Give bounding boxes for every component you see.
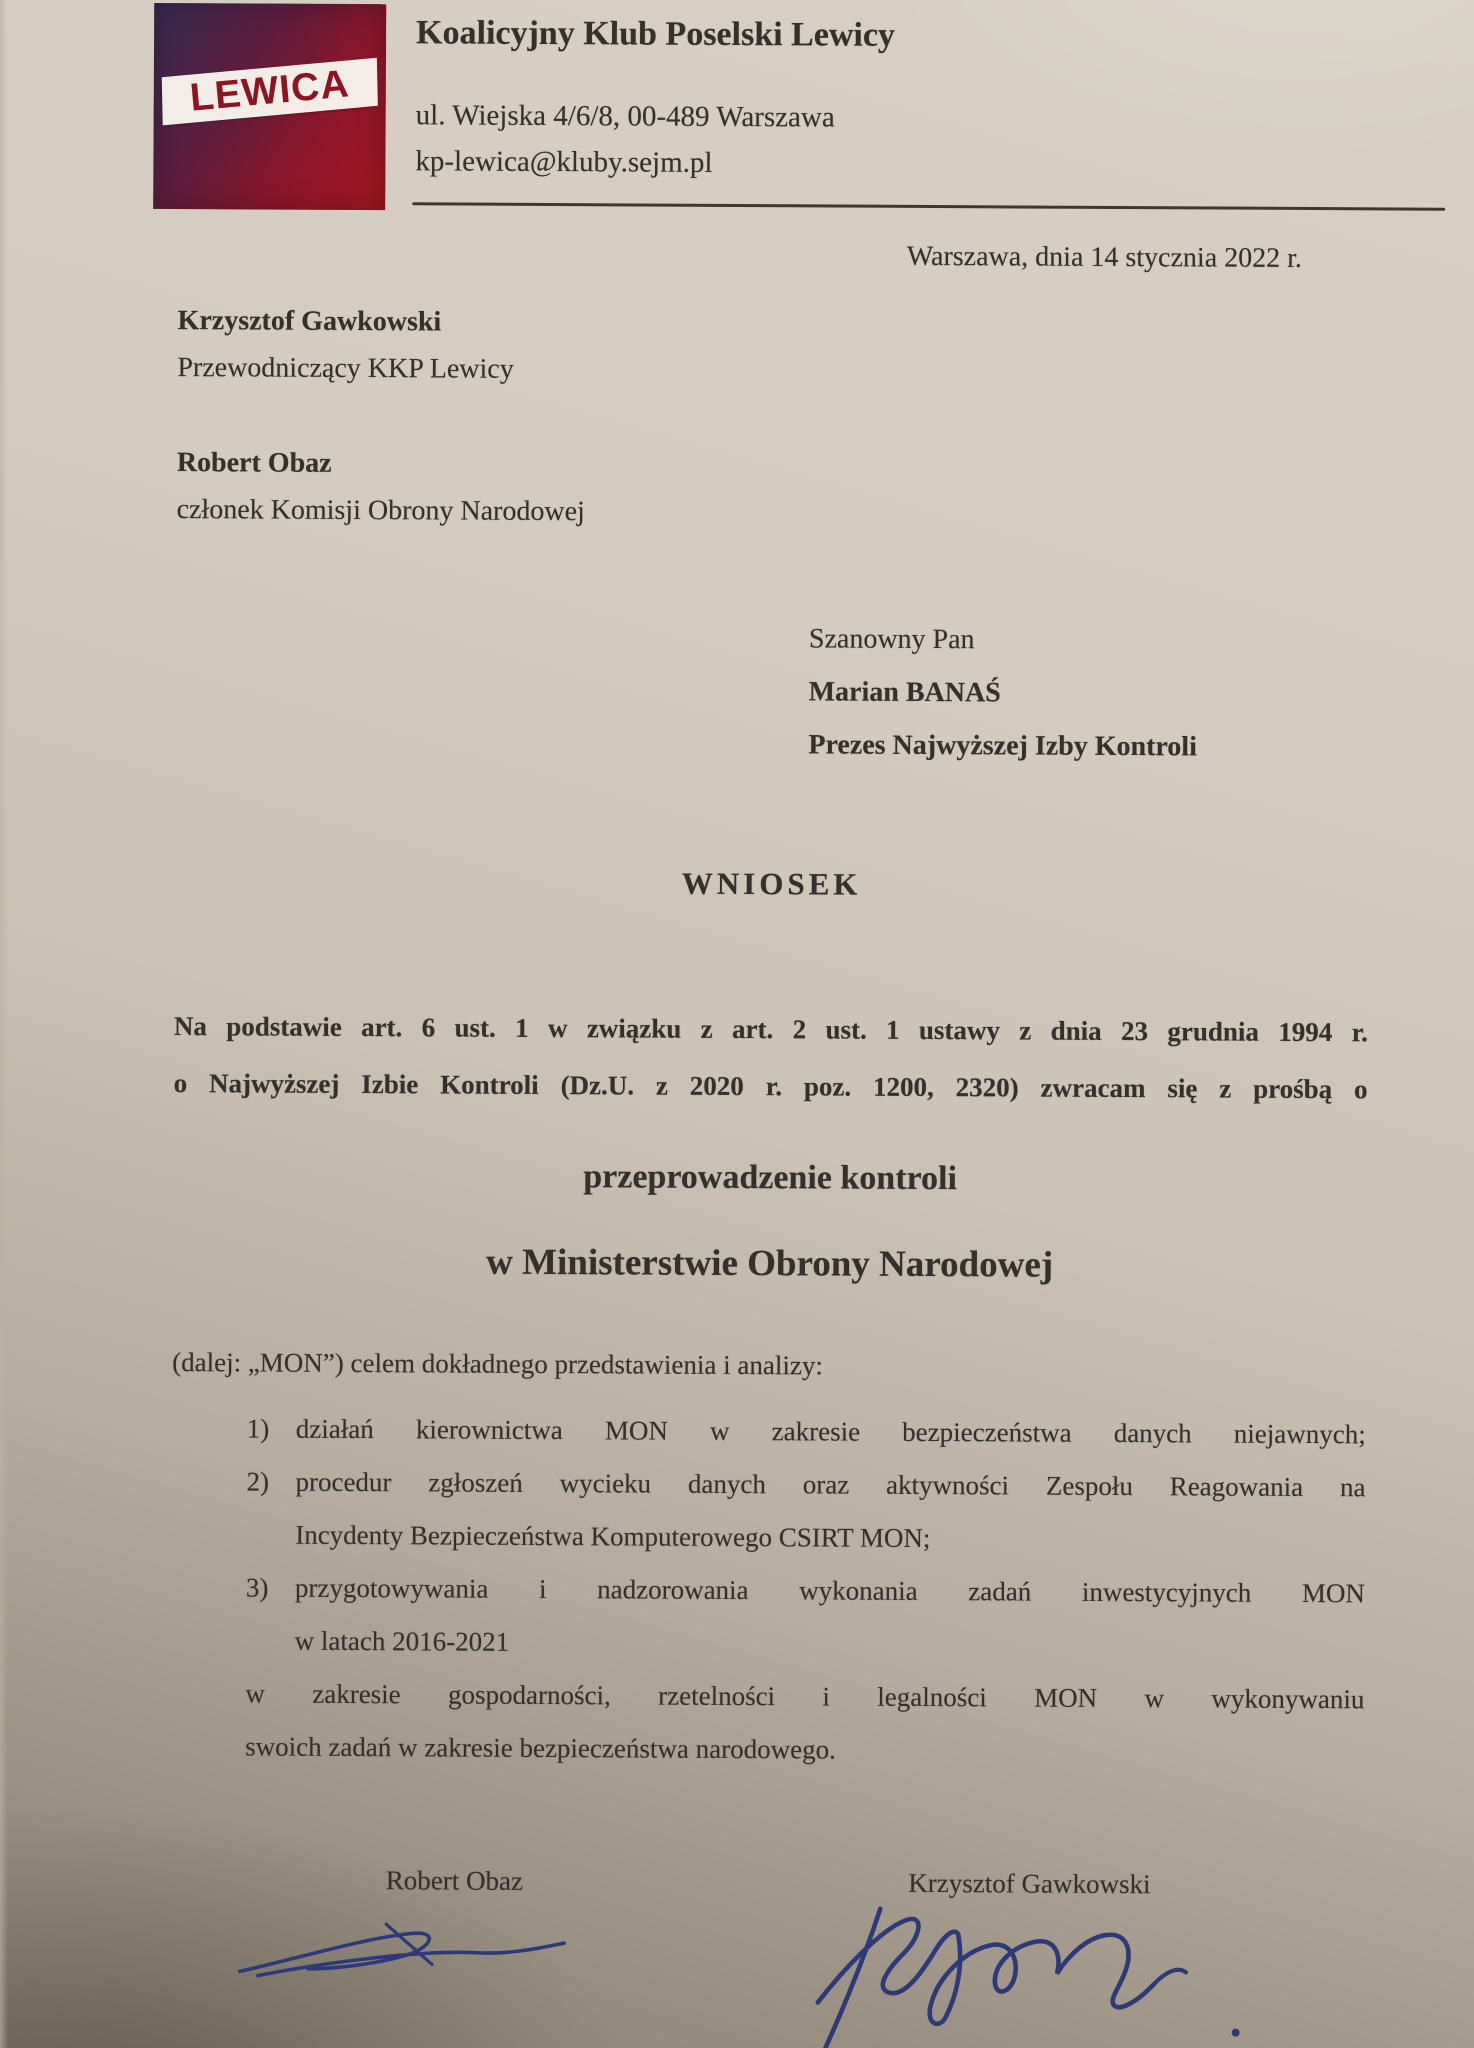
closing-line: w zakresie gospodarności, rzetelności i legalności MON w wykonywaniu xyxy=(245,1678,1365,1715)
letterhead xyxy=(415,10,895,187)
sender-role: członek Komisji Obrony Narodowej xyxy=(176,494,585,528)
letter-body xyxy=(168,297,1371,2048)
recipient-block xyxy=(808,612,1370,774)
list-item-line: Incydenty Bezpieczeństwa Komputerowego CSIRT MON; xyxy=(295,1519,931,1554)
signature-block-gawkowski xyxy=(793,1864,1264,2048)
signature-name: Robert Obaz xyxy=(385,1865,524,1896)
request-list xyxy=(171,1402,1366,1673)
list-item-line: procedur zgłoszeń wycieku danych oraz aktywności Zespołu Reagowania na xyxy=(295,1466,1366,1503)
sender-role: Przewodniczący KKP Lewicy xyxy=(177,352,514,385)
closing-paragraph xyxy=(245,1667,1365,1779)
scope-intro: (dalej: „MON”) celem dokładnego przedstawienia i analizy: xyxy=(172,1347,823,1381)
legal-basis-line: Na podstawie art. 6 ust. 1 w związku z art. 2 ust. 1 ustawy z dnia 23 grudnia 1994 r. xyxy=(173,1011,1368,1048)
request-heading-line1: przeprowadzenie kontroli xyxy=(583,1158,958,1198)
document-title: WNIOSEK xyxy=(681,865,862,902)
list-item-number: 3) xyxy=(245,1572,269,1603)
list-item-number: 1) xyxy=(246,1413,270,1444)
letterhead-rule xyxy=(412,202,1445,210)
list-item-line: działań kierownictwa MON w zakresie bezpieczeństwa danych niejawnych; xyxy=(295,1413,1366,1450)
lewica-logo-text: LEWICA xyxy=(188,62,352,120)
sender-block-obaz xyxy=(176,439,1370,539)
sender-name: Robert Obaz xyxy=(176,447,332,479)
list-item-text xyxy=(295,1562,1366,1674)
sender-name: Krzysztof Gawkowski xyxy=(177,305,442,338)
signature-area xyxy=(168,1861,1363,2048)
list-item-number: 2) xyxy=(246,1466,270,1497)
recipient-title: Prezes Najwyższej Izby Kontroli xyxy=(808,729,1197,763)
list-item-1 xyxy=(172,1402,1366,1461)
org-name: Koalicyjny Klub Poselski Lewicy xyxy=(416,14,896,54)
legal-basis-line: o Najwyższej Izbie Kontroli (Dz.U. z 2020 r. poz. 1200, 2320) zwracam się z prośbą o xyxy=(173,1068,1368,1105)
signature-name: Krzysztof Gawkowski xyxy=(908,1867,1151,1900)
lewica-logo-band xyxy=(162,58,378,126)
obaz-handwritten-signature xyxy=(234,1911,574,1991)
list-item-2 xyxy=(171,1455,1366,1567)
list-item-line: w latach 2016-2021 xyxy=(294,1625,510,1657)
list-item-line: przygotowywania i nadzorowania wykonania zadań inwestycyjnych MON xyxy=(294,1572,1366,1609)
request-heading-line2: w Ministerstwie Obrony Narodowej xyxy=(486,1241,1054,1286)
legal-basis-paragraph xyxy=(173,998,1368,1118)
gawkowski-handwritten-signature xyxy=(793,1902,1264,2048)
signature-block-obaz xyxy=(263,1862,644,2048)
recipient-name: Marian BANAŚ xyxy=(808,676,1001,709)
list-item-text xyxy=(295,1456,1366,1568)
list-item-3 xyxy=(171,1561,1366,1673)
recipient-salutation: Szanowny Pan xyxy=(808,623,975,656)
list-item-text xyxy=(296,1403,1366,1462)
address-line: ul. Wiejska 4/6/8, 00-489 Warszawa xyxy=(415,99,835,134)
email-line: kp-lewica@kluby.sejm.pl xyxy=(415,145,713,179)
date-line: Warszawa, dnia 14 stycznia 2022 r. xyxy=(906,240,1303,274)
closing-line: swoich zadań w zakresie bezpieczeństwa narodowego. xyxy=(245,1731,836,1765)
lewica-logo xyxy=(153,3,386,210)
sender-block-gawkowski xyxy=(177,297,1371,397)
